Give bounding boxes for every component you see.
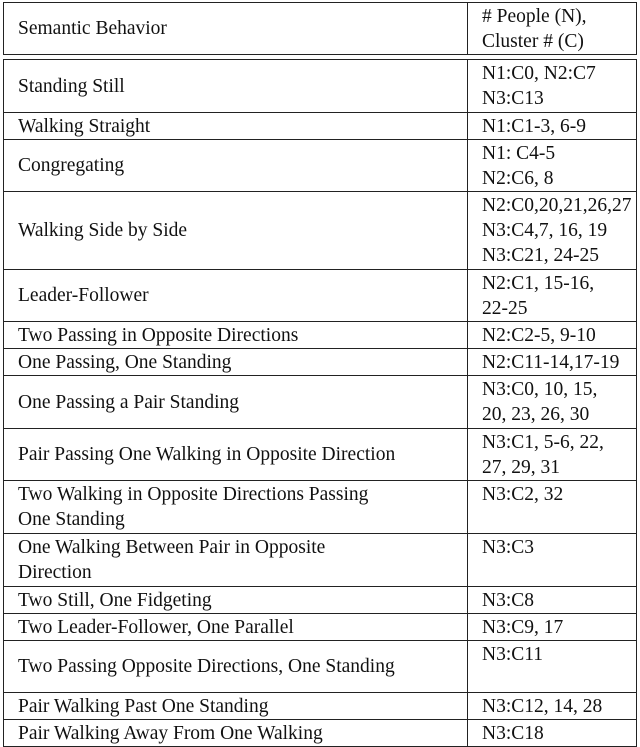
behavior-cell: Two Walking in Opposite Directions Passing One Standing (4, 481, 468, 534)
cluster-cell: N1: C4-5 N2:C6, 8 (468, 140, 637, 192)
table-row (4, 429, 637, 481)
table-row (4, 534, 637, 587)
behavior-cell: Two Passing in Opposite Directions (4, 322, 468, 349)
behavior-cell: Pair Walking Past One Standing (4, 693, 468, 720)
cluster-cell: N1:C0, N2:C7 N3:C13 (468, 60, 637, 113)
cluster-cell: N1:C1-3, 6-9 (468, 113, 637, 140)
table-row (4, 60, 637, 113)
table-row (4, 614, 637, 641)
behavior-cell: Pair Passing One Walking in Opposite Direction (4, 429, 468, 481)
cluster-cell: N3:C9, 17 (468, 614, 637, 641)
header-behavior (4, 3, 468, 55)
cluster-cell: N3:C3 (468, 534, 637, 587)
header-cluster-label: # People (N), Cluster # (C) (482, 6, 587, 52)
behavior-cell: Congregating (4, 140, 468, 192)
header-cluster (468, 3, 637, 55)
cluster-cell: N2:C11-14,17-19 (468, 349, 637, 376)
cluster-cell: N3:C1, 5-6, 22, 27, 29, 31 (468, 429, 637, 481)
table-row (4, 322, 637, 349)
table-row (4, 113, 637, 140)
behavior-cell: Leader-Follower (4, 270, 468, 322)
table-row (4, 587, 637, 614)
table-row (4, 720, 637, 747)
cluster-cell: N3:C0, 10, 15, 20, 23, 26, 30 (468, 376, 637, 429)
behavior-cell: Standing Still (4, 60, 468, 113)
behavior-cluster-table (3, 2, 637, 747)
cluster-cell: N2:C0,20,21,26,27 N3:C4,7, 16, 19 N3:C21, 24-25 (468, 192, 637, 270)
cluster-cell: N3:C2, 32 (468, 481, 637, 534)
behavior-cell: One Walking Between Pair in Opposite Direction (4, 534, 468, 587)
table-row (4, 641, 637, 693)
header-row (4, 3, 637, 55)
cluster-cell: N2:C2-5, 9-10 (468, 322, 637, 349)
cluster-cell: N2:C1, 15-16, 22-25 (468, 270, 637, 322)
table-row (4, 192, 637, 270)
table-row (4, 481, 637, 534)
behavior-cell: Two Still, One Fidgeting (4, 587, 468, 614)
cluster-cell: N3:C11 (468, 641, 637, 693)
behavior-cell: Two Leader-Follower, One Parallel (4, 614, 468, 641)
table-row (4, 349, 637, 376)
cluster-cell: N3:C12, 14, 28 (468, 693, 637, 720)
behavior-cell: Two Passing Opposite Directions, One Standing (4, 641, 468, 693)
table-row (4, 270, 637, 322)
table-row (4, 376, 637, 429)
behavior-cell: Walking Straight (4, 113, 468, 140)
table-row (4, 693, 637, 720)
header-behavior-label: Semantic Behavior (18, 18, 167, 39)
cluster-cell: N3:C8 (468, 587, 637, 614)
behavior-cell: Walking Side by Side (4, 192, 468, 270)
cluster-cell: N3:C18 (468, 720, 637, 747)
table-row (4, 140, 637, 192)
behavior-cell: One Passing, One Standing (4, 349, 468, 376)
behavior-cell: Pair Walking Away From One Walking (4, 720, 468, 747)
behavior-cell: One Passing a Pair Standing (4, 376, 468, 429)
